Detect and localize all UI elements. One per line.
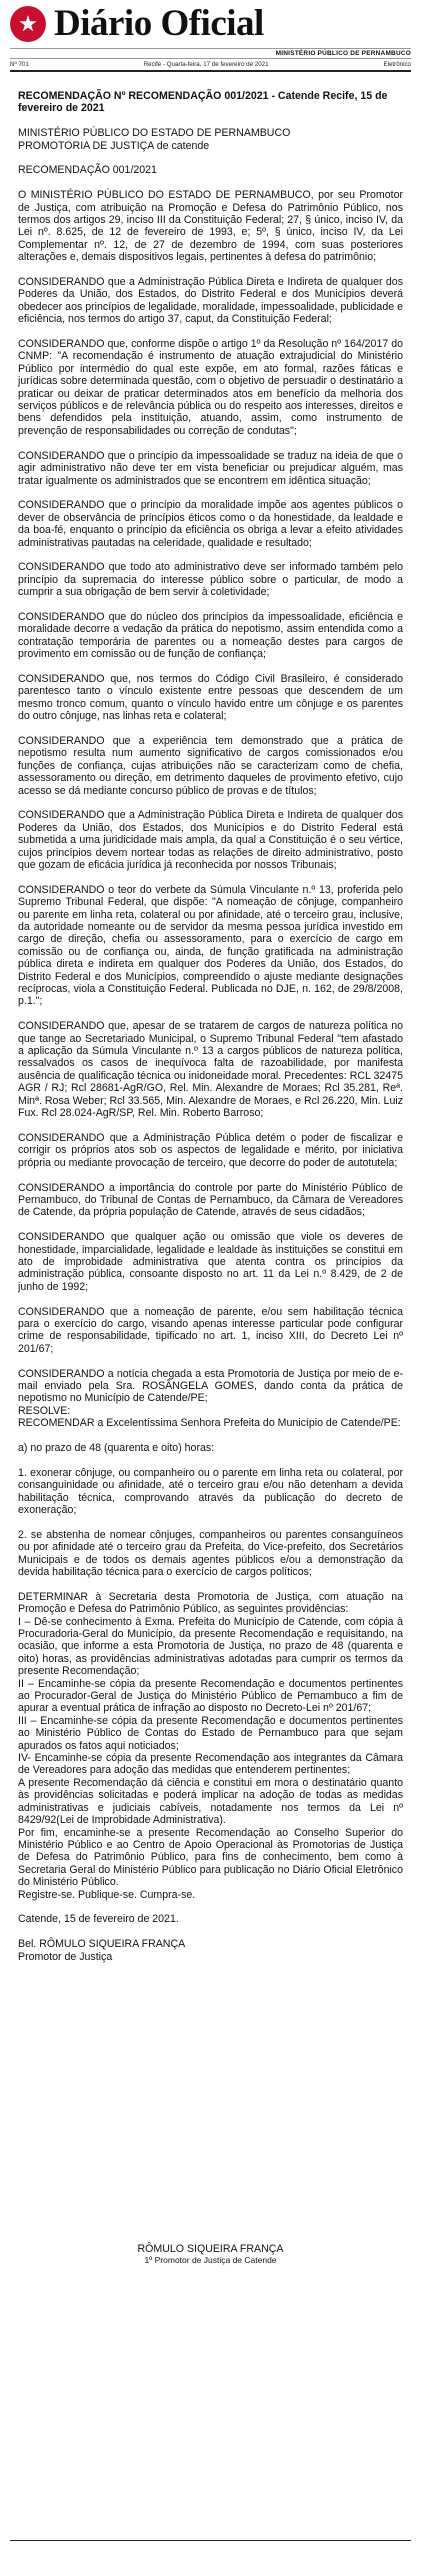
paragraph: CONSIDERANDO que todo ato administrativo deve ser informado também pelo princípio da supremacia do interesse público sobre o particular, de modo a cumprir a sua obrigação de bem servir à coletividade; (18, 561, 403, 599)
masthead-title: Diário Oficial (54, 3, 264, 44)
org-line: PROMOTORIA DE JUSTIÇA de catende (18, 139, 210, 152)
resolve-heading: RESOLVE: (18, 1404, 71, 1417)
provision-item: Por fim, encaminhe-se a presente Recomendação ao Conselho Superior do Ministério Público e ao Centro de Apoio Operacional às Promotorias de Justiça de Defesa do Patrimônio Público, para fins de conhecimento, bem como à Secretaria Geral do Ministério Público para publicação no Diário Oficial Eletrônico do Ministério Público. (18, 1826, 403, 1889)
edition-type: Eletrônico (383, 61, 411, 68)
paragraph: CONSIDERANDO que qualquer ação ou omissão que viole os deveres de honestidade, imparcialidade, legalidade e lealdade às instituições se constitui em ato de improbidade administrativa que atenta contra os princípios da administração pública, consoante disposto no art. 11 da Lei n.º 8.429, de 2 de junho de 1992; (18, 1231, 403, 1293)
signature-name-centered: RÔMULO SIQUEIRA FRANÇA (137, 2242, 284, 2255)
provision-item: I – Dê-se conhecimento à Exma. Prefeita do Município de Catende, com cópia à Procuradoria-Geral do Município, da presente Recomendação e requisitando, na ocasião, que informe a esta Promotoria de Justiça, no prazo de 48 (quarenta e oito) horas, as providências administrativas adotadas para cumprir os termos da presente Recomendação; (18, 1615, 403, 1678)
masthead-subtitle: MINISTÉRIO PÚBLICO DE PERNAMBUCO (275, 50, 411, 57)
recommendation-number: RECOMENDAÇÃO 001/2021 (18, 164, 157, 177)
footer-divider (10, 2540, 411, 2541)
provision-item: IV- Encaminhe-se cópia da presente Recomendação aos integrantes da Câmara de Vereadores para adoção das medidas que entenderem pertinentes; (18, 1752, 403, 1777)
mppe-logo-icon (10, 6, 46, 42)
masthead-subtitle-band (10, 48, 411, 58)
provision-item: III – Encaminhe-se cópia da presente Recomendação e documentos pertinentes ao Ministério Público de Contas do Estado de Pernambuco para que sejam apurados os fatos aqui noticiados; (18, 1714, 403, 1752)
recommend-line: RECOMENDAR a Excelentíssima Senhora Prefeita do Município de Catende/PE: (18, 1417, 401, 1430)
paragraph: CONSIDERANDO que, conforme dispõe o artigo 1º da Resolução nº 164/2017 do CNMP: "A recomendação é instrumento de atuação extrajudicial do Ministério Público por intermédio do qual este expõe, em ato formal, razões fáticas e jurídicas sobre determinada questão, com o objetivo de persuadir o destinatário a praticar ou deixar de praticar determinados atos em benefício da melhoria dos serviços públicos e de relevância pública ou do respeito aos interesses, direitos e bens defendidos pela instituição, atuando, assim, como instrumento de prevenção de responsabilidades ou correção de condutas"; (18, 338, 403, 437)
paragraph: CONSIDERANDO o teor do verbete da Súmula Vinculante n.º 13, proferida pelo Supremo Tribunal Federal, que dispõe: "A nomeação de cônjuge, companheiro ou parente em linha reta, colateral ou por afinidade, até o terceiro grau, inclusive, da autoridade nomeante ou de servidor da mesma pessoa jurídica investido em cargo de direção, chefia ou assessoramento, para o exercício de cargo em comissão ou de confiança ou, ainda, de função gratificada na administração pública direta e indireta em qualquer dos Poderes da União, dos Estados, do Distrito Federal e dos Municípios, compreendido o ajuste mediante designações recíprocas, viola a Constituição Federal. Publicada no DJE, n. 162, de 29/8/2008, p.1."; (18, 883, 403, 1008)
paragraph: CONSIDERANDO que a experiência tem demonstrado que a prática de nepotismo resulta num aumento significativo de cargos comissionados e/ou funções de confiança, cujas atribuições não se caracterizam como de chefia, assessoramento ou direção, em detrimento daqueles de provimento efetivo, cujo acesso se dá mediante concurso público de provas e de títulos; (18, 734, 403, 797)
recommendation-item: 2. se abstenha de nomear cônjuges, companheiros ou parentes consanguíneos ou por afinidade até o terceiro grau da Prefeita, do Vice-prefeito, dos Secretários Municipais e de todos os demais agentes públicos e/ou a demonstração da devida habilitação técnica para o exercício de cargos políticos; (18, 1528, 403, 1578)
provision-item: Registre-se. Publique-se. Cumpra-se. (18, 1888, 196, 1901)
org-line: MINISTÉRIO PÚBLICO DO ESTADO DE PERNAMBUCO (18, 127, 291, 140)
document-body (0, 90, 421, 2265)
signature-name: Bel. RÔMULO SIQUEIRA FRANÇA (18, 1938, 186, 1951)
paragraph: CONSIDERANDO a notícia chegada a esta Promotoria de Justiça por meio de e-mail enviado pela Sra. ROSÂNGELA GOMES, dando conta da prática de nepotismo no Município de Catende/PE; (18, 1367, 403, 1405)
paragraph: CONSIDERANDO que o princípio da moralidade impõe aos agentes públicos o dever de observância de princípios éticos como o da honestidade, da lealdade e da boa-fé, enquanto o princípio da eficiência os obriga a levar a efeito atividades administrativas pautadas na celeridade, qualidade e resultado; (18, 499, 403, 549)
provision-item: II – Encaminhe-se cópia da presente Recomendação e documentos pertinentes ao Procurador-Geral de Justiça do Ministério Público de Pernambuco a fim de apurar a eventual prática de infração ao disposto no Decreto-Lei nº 201/67; (18, 1677, 403, 1715)
paragraph: O MINISTÉRIO PÚBLICO DO ESTADO DE PERNAMBUCO, por seu Promotor de Justiça, com atribuição na Promoção e Defesa do Patrimônio Público, nos termos dos artigos 29, inciso III da Constituição Federal; 27, § único, inciso IV, da Lei nº. 8.625, de 12 de fevereiro de 1993, e; 5º, § único, inciso IV, da Lei Complementar nº. 12, de 27 de dezembro de 1994, com suas posteriores alterações e, demais dispositivos legais, pertinentes à defesa do patrimônio; (18, 189, 403, 264)
recommendation-item: 1. exonerar cônjuge, ou companheiro ou o parente em linha reta ou colateral, por consanguinidade ou afinidade, até o terceiro grau e/ou não detenham a devida habilitação técnica, comprovando através da publicação do decreto de exoneração; (18, 1466, 403, 1516)
edition-number: Nº 701 (10, 61, 29, 68)
provision-item: A presente Recomendação dá ciência e constitui em mora o destinatário quanto às providências solicitadas e poderá implicar na adoção de todas as medidas administrativas e judiciais cabíveis, notadamente nos termos da Lei nº 8429/92(Lei de Improbidade Administrativa). (18, 1776, 403, 1827)
paragraph: CONSIDERANDO que a nomeação de parente, e/ou sem habilitação técnica para o exercício do cargo, visando apenas interesse particular pode configurar crime de responsabilidade, tipificado no art. 1, inciso XIII, do Decreto Lei nº 201/67; (18, 1305, 403, 1355)
closing-date: Catende, 15 de fevereiro de 2021. (18, 1913, 179, 1926)
document-title: RECOMENDAÇÃO Nº RECOMENDAÇÃO 001/2021 - Catende Recife, 15 de fevereiro de 2021 (18, 90, 388, 115)
paragraph: CONSIDERANDO que, apesar de se tratarem de cargos de natureza política no que tange ao Secretariado Municipal, o Supremo Tribunal Federal "tem afastado a aplicação da Súmula Vinculante n.º 13 a cargos públicos de natureza política, ressalvados os casos de inequívoca falta de razoabilidade, por manifesta ausência de qualificação técnica ou inidoneidade moral. Precedentes: RCL 32475 AGR / RJ; Rcl 28681-AgR/GO, Rel. Min. Alexandre de Moraes; Rcl 35.281, Reª. Minª. Rosa Weber; Rcl 33.565, Min. Alexandre de Moraes, e Rcl 26.220, Min. Luiz Fux. Rcl 28.024-AgR/SP, Rel. Min. Roberto Barroso; (18, 1020, 403, 1120)
determine-heading: DETERMINAR à Secretaria desta Promotoria de Justiça, com atuação na Promoção e Defesa do Patrimônio Público, as seguintes providências: (18, 1590, 403, 1616)
paragraph: CONSIDERANDO que, nos termos do Código Civil Brasileiro, é considerado parentesco tanto o vínculo existente entre pessoas que descendem de um mesmo tronco comum, quanto o vínculo havido entre um cônjuge e os parentes do outro cônjuge, nas linhas reta e colateral; (18, 672, 403, 723)
edition-dateline: Recife - Quarta-feira, 17 de fevereiro de 2021 (143, 61, 269, 68)
paragraph: CONSIDERANDO que o princípio da impessoalidade se traduz na ideia de que o agir administrativo não deve ter em vista beneficiar ou prejudicar alguém, mas tratar igualmente os administrados que se encontrem em idêntica situação; (18, 449, 403, 487)
paragraph: CONSIDERANDO que do núcleo dos princípios da impessoalidade, eficiência e moralidade decorre a vedação da prática do nepotismo, assim entendida como a contratação temporária de parentes ou a nomeação destes para cargos de provimento em comissão ou de função de confiança; (18, 610, 403, 661)
deadline-line: a) no prazo de 48 (quarenta e oito) horas: (18, 1441, 215, 1454)
paragraph: CONSIDERANDO que a Administração Pública detém o poder de fiscalizar e corrigir os próprios atos sob os aspectos de legalidade e mérito, por iniciativa própria ou mediante provocação de terceiro, que decorre do poder de autotutela; (18, 1131, 403, 1169)
signature-role-centered: 1º Promotor de Justiça de Catende (144, 2255, 277, 2266)
signature-role: Promotor de Justiça (18, 1950, 113, 1963)
masthead (0, 0, 421, 48)
edition-infobar (10, 58, 411, 72)
paragraph: CONSIDERANDO que a Administração Pública Direta e Indireta de qualquer dos Poderes da União, dos Estados, do Distrito Federal e dos Municípios deverá obedecer aos princípios de legalidade, moralidade, impessoalidade, publicidade e eficiência, nos termos do artigo 37, caput, da Constituição Federal; (18, 276, 403, 326)
paragraph: CONSIDERANDO que a Administração Pública Direta e Indireta de qualquer dos Poderes da União, dos Estados, dos Municípios e do Distrito Federal está submetida a uma juridicidade mais ampla, da qual a Constituição é o seu vértice, cujos princípios devem nortear todas as relações de direito administrativo, posto que gozam de eficácia jurídica já reconhecida por nossos Tribunais; (18, 809, 403, 871)
spacer (18, 1963, 403, 2243)
paragraph: CONSIDERANDO a importância do controle por parte do Ministério Público de Pernambuco, do Tribunal de Contas de Pernambuco, da Câmara de Vereadores de Catende, da própria população de Catende, através de seus cidadãos; (18, 1181, 403, 1219)
